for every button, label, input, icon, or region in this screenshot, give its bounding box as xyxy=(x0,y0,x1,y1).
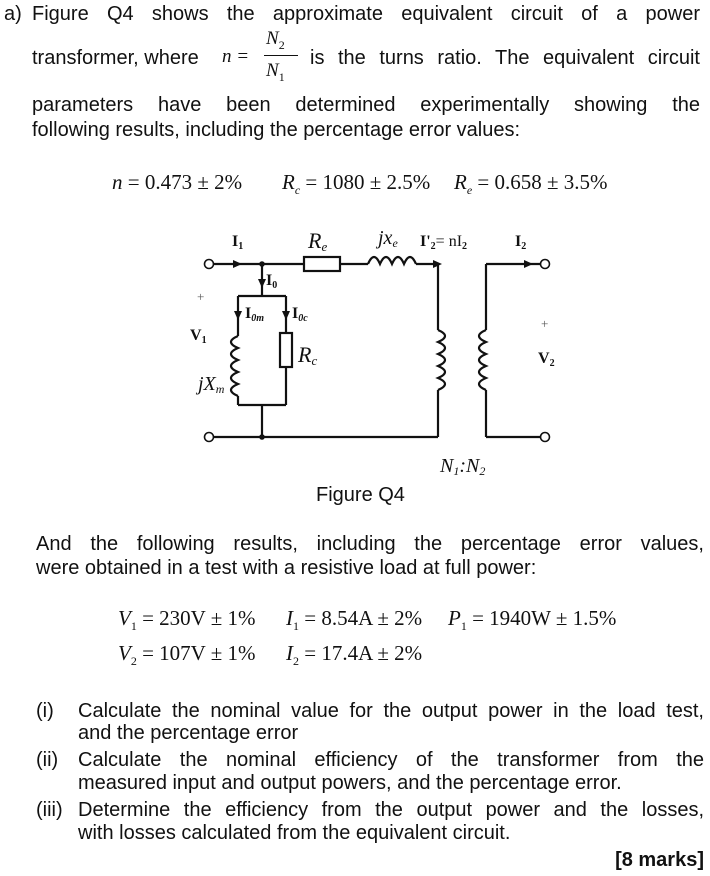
value-p1: $P_1 = 1940W \pm 1.5\%$ xyxy=(448,606,617,634)
figure-caption: Figure Q4 xyxy=(316,484,405,506)
label-i0c: I0c xyxy=(292,305,308,324)
question-1-line-1: Calculate the nominal value for the output power in the load test, xyxy=(78,700,704,722)
question-2-number: (ii) xyxy=(36,749,59,771)
param-n: n = 0.473 ± 2% xyxy=(112,170,243,194)
label-i0m: I0m xyxy=(245,305,265,324)
label-jxe: jxe xyxy=(378,227,398,250)
param-rc: $R_c = 1080 \pm 2.5\%$ xyxy=(282,170,431,198)
terminal-secondary-bottom xyxy=(541,433,550,442)
value-i1: $I_1 = 8.54A \pm 2\%$ xyxy=(286,606,423,634)
part-label: a) xyxy=(4,3,22,25)
question-1-number: (i) xyxy=(36,700,54,722)
primary-coil xyxy=(438,330,445,390)
frac-numerator: $N_2$ xyxy=(266,28,285,52)
label-turns-ratio: N1:N2 xyxy=(440,455,486,478)
label-plus-primary: + xyxy=(197,289,205,304)
label-re: Re xyxy=(308,228,328,254)
question-2-line-1: Calculate the nominal efficiency of the transformer from the xyxy=(78,749,704,771)
jxe-inductor xyxy=(368,257,416,264)
frac-denominator: $N_1$ xyxy=(266,60,285,84)
terminal-primary-top xyxy=(205,260,214,269)
re-resistor xyxy=(304,257,340,271)
label-i2prime: I'2= nI2 xyxy=(420,233,468,252)
value-i2: $I_2 = 17.4A \pm 2\%$ xyxy=(286,641,423,669)
secondary-coil xyxy=(479,330,486,390)
rc-resistor xyxy=(280,333,292,367)
intro-line-3: parameters have been determined experimentally showing the xyxy=(32,94,700,116)
load-test-line-1: And the following results, including the percentage error values, xyxy=(36,533,704,555)
terminal-secondary-top xyxy=(541,260,550,269)
label-rc: Rc xyxy=(298,342,318,368)
intro-line-2-before: transformer, where xyxy=(32,47,199,69)
question-3-line-1: Determine the efficiency from the output power and the losses, xyxy=(78,799,704,821)
question-1-line-2: and the percentage error xyxy=(78,722,299,744)
label-plus-secondary: + xyxy=(541,316,549,331)
question-3-number: (iii) xyxy=(36,799,63,821)
value-v1: $V_1 = 230V \pm 1\%$ xyxy=(118,606,256,634)
param-re: $R_e = 0.658 \pm 3.5\%$ xyxy=(454,170,608,198)
arrow-i1 xyxy=(233,260,242,268)
label-jxm: jXm xyxy=(198,373,225,396)
frac-n-equals: n = xyxy=(222,46,250,67)
jxm-inductor xyxy=(231,336,238,396)
label-i0: I0 xyxy=(266,272,278,291)
label-i1: I1 xyxy=(232,233,244,252)
arrow-i2 xyxy=(524,260,533,268)
intro-line-2-after: is the turns ratio. The equivalent circuit xyxy=(310,47,700,69)
arrow-i0c xyxy=(282,311,290,320)
arrow-i0m xyxy=(234,311,242,320)
label-i2: I2 xyxy=(515,233,527,252)
label-v1: V1 xyxy=(190,327,207,346)
intro-line-4: following results, including the percentage error values: xyxy=(32,119,521,141)
marks-label: [8 marks] xyxy=(615,849,704,871)
terminal-primary-bottom xyxy=(205,433,214,442)
arrow-i0 xyxy=(258,279,266,288)
intro-line-1: Figure Q4 shows the approximate equivalent circuit of a power xyxy=(32,3,700,25)
question-2-line-2: measured input and output powers, and the percentage error. xyxy=(78,772,622,794)
label-v2: V2 xyxy=(538,350,555,369)
load-test-line-2: were obtained in a test with a resistive load at full power: xyxy=(36,557,537,579)
question-3-line-2: with losses calculated from the equivalent circuit. xyxy=(78,822,511,844)
value-v2: $V_2 = 107V \pm 1\%$ xyxy=(118,641,256,669)
